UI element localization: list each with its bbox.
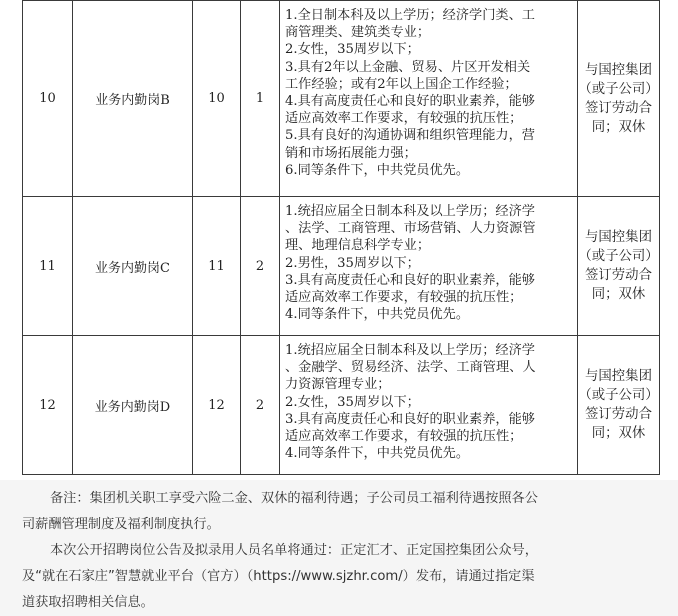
requirements-cell [280,1,578,197]
requirement-line: 、法学、工商管理、市场营销、人力资源管 [285,221,536,237]
hire-count: 1 [241,1,280,197]
requirement-line: 、金融学、贸易经济、法学、工商管理、人 [285,360,536,376]
note-line: 签订劳动合 [585,268,652,283]
position-code: 10 [193,1,241,197]
remarks-section [0,480,678,616]
note-line: 签订劳动合 [585,407,652,422]
table-row [23,1,660,197]
requirement-line: 3.具有高度责任心和良好的职业素养，能够 [285,411,535,427]
job-table [22,0,660,475]
job-table-body [23,1,660,475]
requirement-line: 理、地理信息科学专业； [285,238,431,254]
note-line: 与国控集团 [585,230,652,245]
note-line: 签订劳动合 [585,100,652,116]
note-line: 与国控集团 [585,62,652,78]
note-line: （或子公司） [578,388,659,403]
row-index: 12 [23,336,73,475]
requirement-line: 适应高效率工作要求，有较强的抗压性； [285,111,523,127]
remarks-line: 司薪酬管理制度及福利制度执行。 [22,517,220,532]
announcement-line: 道获取招聘相关信息。 [22,595,154,610]
note-line: 同；双休 [591,287,646,302]
requirement-line: 商管理类、建筑类专业； [285,25,431,41]
announcement-line: 及“就在石家庄”智慧就业平台（官方）（https://www.sjzhr.com/）发布，请通过指定渠 [22,569,535,584]
note-line: （或子公司） [578,249,659,264]
requirement-line: 4.同等条件下，中共党员优先。 [285,307,470,323]
announcement-line: 本次公开招聘岗位公告及拟录用人员名单将通过：正定汇才、正定国控集团公众号， [50,543,538,558]
position-code: 11 [193,197,241,336]
row-index: 11 [23,197,73,336]
note-line: 同；双休 [591,119,646,135]
requirement-line: 1.统招应届全日制本科及以上学历；经济学 [285,343,535,358]
requirement-line: 2.女性，35周岁以下； [285,42,420,58]
note-line: 与国控集团 [585,369,652,384]
requirement-line: 1.统招应届全日制本科及以上学历；经济学 [285,204,535,219]
requirement-line: 4.同等条件下，中共党员优先。 [285,446,470,462]
note-line: 同；双休 [591,426,646,441]
requirement-line: 1.全日制本科及以上学历；经济学门类、工 [285,8,535,23]
position-name: 业务内勤岗D [73,336,193,475]
requirement-line: 6.同等条件下，中共党员优先。 [285,162,470,178]
position-code: 12 [193,336,241,475]
note-line: （或子公司） [578,81,659,97]
requirement-line: 4.具有高度责任心和良好的职业素养，能够 [285,94,535,110]
requirement-line: 适应高效率工作要求，有较强的抗压性； [285,429,523,445]
table-row [23,336,660,475]
requirement-line: 3.具有高度责任心和良好的职业素养，能够 [285,272,535,288]
table-row [23,197,660,336]
requirements-cell [280,336,578,475]
position-name: 业务内勤岗B [73,1,193,197]
requirement-line: 工作经验；或有2年以上国企工作经验； [285,76,518,92]
position-name: 业务内勤岗C [73,197,193,336]
requirement-line: 销和市场拓展能力强； [285,145,417,161]
requirement-line: 力资源管理专业； [285,377,391,393]
requirement-line: 适应高效率工作要求，有较强的抗压性； [285,290,523,306]
contract-note [578,1,660,197]
hire-count: 2 [241,197,280,336]
row-index: 10 [23,1,73,197]
remarks-line: 备注：集团机关职工享受六险二金、双休的福利待遇；子公司员工福利待遇按照各公 [50,491,538,506]
hire-count: 2 [241,336,280,475]
requirements-cell [280,197,578,336]
contract-note [578,336,660,475]
contract-note [578,197,660,336]
requirement-line: 3.具有2年以上金融、贸易、片区开发相关 [285,59,531,75]
requirement-line: 2.女性，35周岁以下； [285,394,420,410]
requirement-line: 2.男性，35周岁以下； [285,255,420,271]
requirement-line: 5.具有良好的沟通协调和组织管理能力，营 [285,128,535,144]
